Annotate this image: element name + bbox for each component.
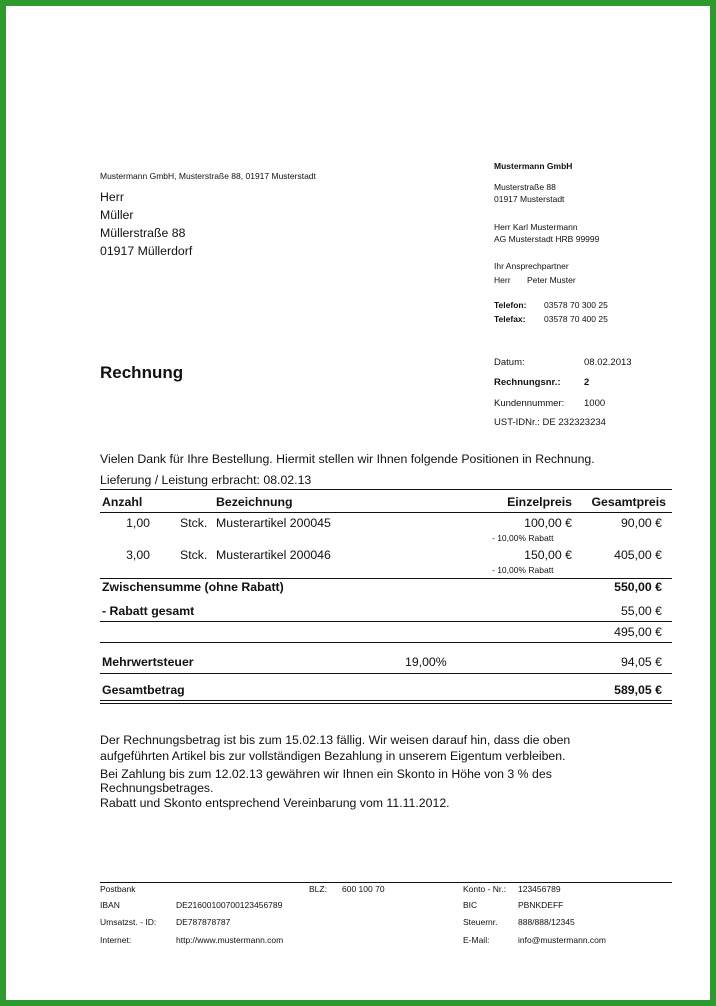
- items-rule: [100, 578, 672, 579]
- row-total: 405,00 €: [614, 548, 662, 562]
- footer-iban-label: IBAN: [100, 900, 120, 910]
- net-rule: [100, 642, 672, 643]
- footer-vat-label: Umsatzst. - ID:: [100, 917, 157, 927]
- invoice-title: Rechnung: [100, 363, 184, 382]
- sender-line: Mustermann GmbH, Musterstraße 88, 01917 Musterstadt: [100, 171, 316, 181]
- row-qty: 1,00: [126, 516, 150, 530]
- footer-mail: info@mustermann.com: [518, 935, 606, 945]
- footer-vat: DE787878787: [176, 917, 231, 927]
- grand-total-value: 589,05 €: [614, 683, 662, 697]
- net-value: 495,00 €: [614, 625, 662, 639]
- contact-name: Peter Muster: [527, 275, 576, 285]
- recipient-name: Müller: [100, 208, 134, 222]
- company-register: AG Musterstadt HRB 99999: [494, 234, 600, 244]
- company-name: Mustermann GmbH: [494, 161, 573, 171]
- table-row: [100, 516, 672, 534]
- footer-bic-label: BIC: [463, 900, 478, 910]
- footer-bic: PBNKDEFF: [518, 900, 564, 910]
- recipient-street: Müllerstraße 88: [100, 226, 186, 240]
- grand-total-rule-1: [100, 700, 672, 701]
- recipient-salutation: Herr: [100, 190, 124, 204]
- contact-label: Ihr Ansprechpartner: [494, 261, 569, 271]
- footer-rule: [100, 882, 672, 883]
- date-label: Datum:: [494, 357, 525, 368]
- row-price: 100,00 €: [524, 516, 572, 530]
- footer-iban: DE21600100700123456789: [176, 900, 283, 910]
- fax-value: 03578 70 400 25: [544, 314, 608, 324]
- row-discount: - 10,00% Rabatt: [492, 533, 554, 543]
- date-value: 08.02.2013: [584, 357, 632, 368]
- phone-value: 03578 70 300 25: [544, 300, 608, 310]
- row-discount: - 10,00% Rabatt: [492, 565, 554, 575]
- discount-rule: [100, 621, 672, 622]
- footer-web-label: Internet:: [100, 935, 132, 945]
- table-top-rule: [100, 489, 672, 490]
- note-line: Rabatt und Skonto entsprechend Vereinbarung vom 11.11.2012.: [100, 796, 450, 810]
- grand-total-rule-2: [100, 703, 672, 704]
- row-unit: Stck.: [180, 516, 208, 530]
- delivery-text: Lieferung / Leistung erbracht: 08.02.13: [100, 473, 312, 487]
- row-unit: Stck.: [180, 548, 208, 562]
- row-desc: Musterartikel 200045: [216, 516, 331, 530]
- note-line: Der Rechnungsbetrag ist bis zum 15.02.13 fällig. Wir weisen darauf hin, dass die oben: [100, 733, 571, 747]
- note-line: Rechnungsbetrages.: [100, 781, 214, 795]
- header-desc: Bezeichnung: [216, 495, 293, 509]
- footer-account: 123456789: [518, 884, 561, 894]
- phone-label: Telefon:: [494, 300, 527, 310]
- intro-text: Vielen Dank für Ihre Bestellung. Hiermit stellen wir Ihnen folgende Positionen in Rechnung.: [100, 452, 595, 466]
- grand-total-row: [100, 683, 672, 701]
- footer-bank: Postbank: [100, 884, 136, 894]
- contact-salutation: Herr: [494, 275, 511, 285]
- header-total: Gesamtpreis: [591, 495, 666, 509]
- table-row: [100, 548, 672, 566]
- fax-label: Telefax:: [494, 314, 526, 324]
- company-street: Musterstraße 88: [494, 182, 556, 192]
- invoice-number: 2: [584, 377, 590, 388]
- footer-tax-label: Steuernr.: [463, 917, 498, 927]
- company-city: 01917 Musterstadt: [494, 194, 565, 204]
- subtotal-value: 550,00 €: [614, 580, 662, 594]
- invoice-page: [6, 6, 710, 1000]
- row-price: 150,00 €: [524, 548, 572, 562]
- grand-total-label: Gesamtbetrag: [102, 683, 185, 697]
- subtotal-row: [100, 580, 672, 598]
- vat-id: UST-IDNr.: DE 232323234: [494, 417, 606, 428]
- row-desc: Musterartikel 200046: [216, 548, 331, 562]
- customer-number: 1000: [584, 398, 606, 409]
- table-header: [100, 495, 672, 513]
- vat-rate: 19,00%: [405, 655, 447, 669]
- header-rule: [100, 512, 672, 513]
- row-total: 90,00 €: [620, 516, 662, 530]
- vat-amount: 94,05 €: [620, 655, 662, 669]
- footer-account-label: Konto - Nr.:: [463, 884, 506, 894]
- customer-number-label: Kundennummer:: [494, 398, 565, 409]
- header-qty: Anzahl: [102, 495, 143, 509]
- invoice-number-label: Rechnungsnr.:: [494, 377, 561, 388]
- footer-blz-label: BLZ:: [309, 884, 327, 894]
- footer-web: http://www.mustermann.com: [176, 935, 284, 945]
- discount-row: [100, 604, 672, 622]
- discount-label: - Rabatt gesamt: [102, 604, 195, 618]
- footer-blz: 600 100 70: [342, 884, 385, 894]
- company-owner: Herr Karl Mustermann: [494, 222, 578, 232]
- net-row: [100, 625, 672, 643]
- vat-rule: [100, 673, 672, 674]
- note-line: aufgeführten Artikel bis zur vollständigen Bezahlung in unserem Eigentum verbleiben.: [100, 749, 566, 763]
- vat-label: Mehrwertsteuer: [102, 655, 194, 669]
- discount-value: 55,00 €: [620, 604, 662, 618]
- subtotal-label: Zwischensumme (ohne Rabatt): [102, 580, 284, 594]
- footer-tax: 888/888/12345: [518, 917, 575, 927]
- row-qty: 3,00: [126, 548, 150, 562]
- header-unit-price: Einzelpreis: [507, 495, 572, 509]
- note-line: Bei Zahlung bis zum 12.02.13 gewähren wir Ihnen ein Skonto in Höhe von 3 % des: [100, 767, 552, 781]
- vat-row: [100, 655, 672, 673]
- footer-mail-label: E-Mail:: [463, 935, 490, 945]
- recipient-city: 01917 Müllerdorf: [100, 244, 193, 258]
